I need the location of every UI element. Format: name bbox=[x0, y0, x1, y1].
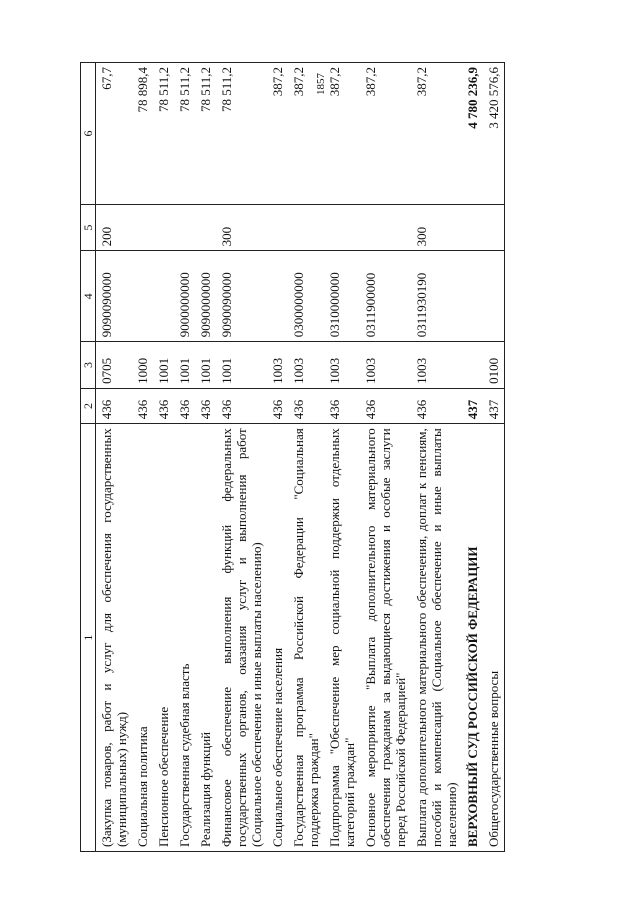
table-row bbox=[174, 63, 195, 852]
row-expense-type bbox=[324, 204, 360, 251]
row-section: 0100 bbox=[483, 342, 505, 389]
page-number: 1857 bbox=[315, 73, 327, 95]
row-section: 1001 bbox=[153, 342, 174, 389]
row-amount: 67,7 bbox=[96, 63, 133, 205]
row-expense-type bbox=[288, 204, 324, 251]
row-name: Пенсионное обеспечение bbox=[153, 424, 174, 852]
row-amount: 4 780 236,9 bbox=[462, 63, 483, 205]
row-amount: 78 511,2 bbox=[216, 63, 267, 205]
row-amount: 78 898,4 bbox=[132, 63, 153, 205]
table-row bbox=[195, 63, 216, 852]
row-code: 436 bbox=[195, 388, 216, 423]
row-target-code bbox=[267, 251, 288, 342]
header-row bbox=[81, 63, 96, 852]
row-target-code: 0310000000 bbox=[324, 251, 360, 342]
row-name: Социальное обеспечение населения bbox=[267, 424, 288, 852]
row-expense-type bbox=[267, 204, 288, 251]
table-row bbox=[462, 63, 483, 852]
row-expense-type bbox=[195, 204, 216, 251]
row-expense-type bbox=[153, 204, 174, 251]
row-code: 436 bbox=[324, 388, 360, 423]
row-target-code bbox=[132, 251, 153, 342]
column-header: 5 bbox=[81, 204, 96, 251]
row-section: 1003 bbox=[267, 342, 288, 389]
table-row bbox=[288, 63, 324, 852]
column-header: 1 bbox=[81, 424, 96, 852]
row-name: Финансовое обеспечение выполнения функций федеральных государственных органов, оказания услуг и выполнения работ (Социальное обеспечение и иные выплаты населению) bbox=[216, 424, 267, 852]
row-target-code bbox=[462, 251, 483, 342]
row-amount: 78 511,2 bbox=[174, 63, 195, 205]
row-code: 436 bbox=[216, 388, 267, 423]
row-amount: 3 420 576,6 bbox=[483, 63, 505, 205]
row-name: Основное мероприятие "Выплата дополнительного материального обеспечения гражданам за выдающиеся достижения и особые заслуги перед Российской Федерацией" bbox=[360, 424, 411, 852]
table-row bbox=[411, 63, 462, 852]
row-code: 436 bbox=[96, 388, 133, 423]
row-target-code bbox=[483, 251, 505, 342]
row-code: 436 bbox=[153, 388, 174, 423]
row-section: 1001 bbox=[174, 342, 195, 389]
row-section: 1003 bbox=[360, 342, 411, 389]
table-row bbox=[324, 63, 360, 852]
row-code: 436 bbox=[132, 388, 153, 423]
row-code: 436 bbox=[267, 388, 288, 423]
row-section: 0705 bbox=[96, 342, 133, 389]
column-header: 6 bbox=[81, 63, 96, 205]
row-code: 436 bbox=[288, 388, 324, 423]
row-name: Государственная программа Российской Федерации "Социальная поддержка граждан" bbox=[288, 424, 324, 852]
row-amount: 387,2 bbox=[360, 63, 411, 205]
table-row bbox=[132, 63, 153, 852]
budget-table bbox=[80, 62, 505, 852]
row-name: Государственная судебная власть bbox=[174, 424, 195, 852]
row-name: Реализация функций bbox=[195, 424, 216, 852]
table-row bbox=[216, 63, 267, 852]
row-section: 1003 bbox=[411, 342, 462, 389]
row-name: Социальная политика bbox=[132, 424, 153, 852]
row-target-code: 9090090000 bbox=[96, 251, 133, 342]
row-target-code bbox=[153, 251, 174, 342]
row-target-code: 9000000000 bbox=[174, 251, 195, 342]
table-row bbox=[96, 63, 133, 852]
table-row bbox=[267, 63, 288, 852]
row-code: 437 bbox=[462, 388, 483, 423]
row-target-code: 9090000000 bbox=[195, 251, 216, 342]
row-expense-type bbox=[132, 204, 153, 251]
table-row bbox=[360, 63, 411, 852]
row-code: 437 bbox=[483, 388, 505, 423]
row-code: 436 bbox=[411, 388, 462, 423]
row-target-code: 0311900000 bbox=[360, 251, 411, 342]
row-expense-type bbox=[462, 204, 483, 251]
row-amount: 387,2 bbox=[324, 63, 360, 205]
table-row bbox=[153, 63, 174, 852]
row-expense-type: 200 bbox=[96, 204, 133, 251]
column-header: 4 bbox=[81, 251, 96, 342]
row-expense-type: 300 bbox=[216, 204, 267, 251]
table-row bbox=[483, 63, 505, 852]
row-target-code: 0311930190 bbox=[411, 251, 462, 342]
row-amount: 78 511,2 bbox=[153, 63, 174, 205]
row-expense-type: 300 bbox=[411, 204, 462, 251]
row-section: 1000 bbox=[132, 342, 153, 389]
row-code: 436 bbox=[360, 388, 411, 423]
column-header: 3 bbox=[81, 342, 96, 389]
row-amount: 387,2 bbox=[288, 63, 324, 205]
row-amount: 387,2 bbox=[267, 63, 288, 205]
row-section bbox=[462, 342, 483, 389]
row-section: 1003 bbox=[324, 342, 360, 389]
row-expense-type bbox=[483, 204, 505, 251]
row-expense-type bbox=[174, 204, 195, 251]
row-amount: 387,2 bbox=[411, 63, 462, 205]
row-name: (Закупка товаров, работ и услуг для обеспечения государственных (муниципальных) нужд) bbox=[96, 424, 133, 852]
row-section: 1003 bbox=[288, 342, 324, 389]
row-target-code: 0300000000 bbox=[288, 251, 324, 342]
row-name: Подпрограмма "Обеспечение мер социальной поддержки отдельных категорий граждан" bbox=[324, 424, 360, 852]
row-expense-type bbox=[360, 204, 411, 251]
row-code: 436 bbox=[174, 388, 195, 423]
row-section: 1001 bbox=[216, 342, 267, 389]
row-name: Общегосударственные вопросы bbox=[483, 424, 505, 852]
row-amount: 78 511,2 bbox=[195, 63, 216, 205]
row-name: ВЕРХОВНЫЙ СУД РОССИЙСКОЙ ФЕДЕРАЦИИ bbox=[462, 424, 483, 852]
row-target-code: 9090090000 bbox=[216, 251, 267, 342]
rotated-table-container bbox=[80, 62, 605, 852]
row-section: 1001 bbox=[195, 342, 216, 389]
column-header: 2 bbox=[81, 388, 96, 423]
row-name: Выплата дополнительного материального обеспечения, доплат к пенсиям, пособий и компенсаций (Социальное обеспечение и иные выплаты населению) bbox=[411, 424, 462, 852]
table-body bbox=[96, 63, 505, 852]
